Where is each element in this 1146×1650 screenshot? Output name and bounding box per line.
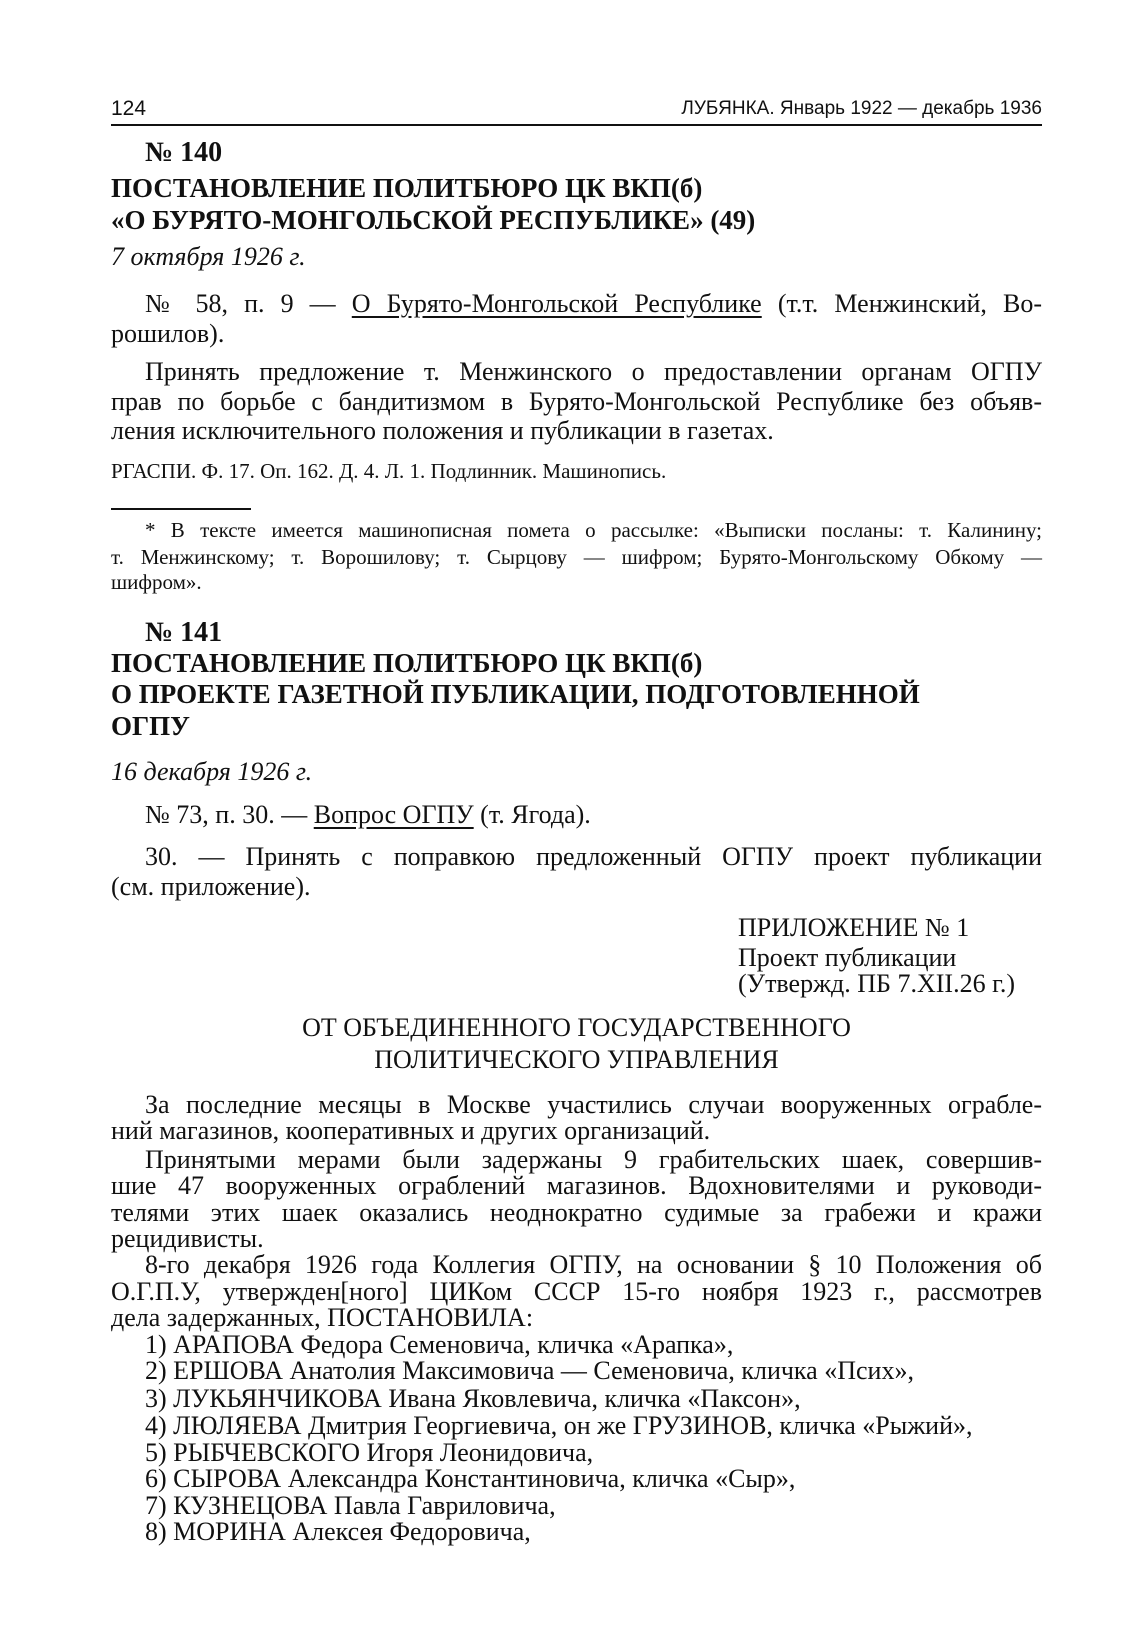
doc-141-title-line: О ПРОЕКТЕ ГАЗЕТНОЙ ПУБЛИКАЦИИ, ПОДГОТОВЛЕННОЙ	[111, 679, 920, 709]
publication-text-line: дела задержанных, ПОСТАНОВИЛА:	[111, 1303, 534, 1332]
list-item: 4) ЛЮЛЯЕВА Дмитрия Георгиевича, он же ГРУЗИНОВ, кличка «Рыжий»,	[145, 1411, 973, 1440]
doc-140-reference	[145, 289, 1042, 319]
doc-141-date: 16 декабря 1926 г.	[111, 757, 313, 786]
publication-text-line: шие 47 вооруженных ограблений магазинов. Вдохновителями и руководи-	[111, 1171, 1042, 1200]
publication-text-line: телями этих шаек оказались неоднократно судимые за грабежи и кражи	[111, 1198, 1042, 1227]
publication-text-line: За последние месяцы в Москве участились случаи вооруженных ограбле-	[145, 1090, 1042, 1119]
publication-text-line: ний магазинов, кооперативных и других организаций.	[111, 1116, 711, 1145]
list-item: 8) МОРИНА Алексея Федоровича,	[145, 1517, 531, 1546]
page-number: 124	[111, 97, 147, 120]
doc-141-number: № 141	[145, 617, 223, 648]
list-item: 1) АРАПОВА Федора Семеновича, кличка «Арапка»,	[145, 1330, 734, 1359]
publication-text-line: 8-го декабря 1926 года Коллегия ОГПУ, на основании § 10 Положения об	[145, 1250, 1042, 1279]
publication-text-line: рецидивисты.	[111, 1224, 264, 1253]
ref-suffix: (т. Ягода).	[473, 800, 591, 829]
list-item: 2) ЕРШОВА Анатолия Максимовича — Семеновича, кличка «Псих»,	[145, 1356, 914, 1385]
publication-text-line: Принятыми мерами были задержаны 9 грабительских шаек, совершив-	[145, 1145, 1042, 1174]
running-header	[111, 96, 1042, 122]
doc-140-body-line: прав по борьбе с бандитизмом в Бурято-Монгольской Республике без объяв-	[111, 387, 1042, 416]
doc-140-title-line: ПОСТАНОВЛЕНИЕ ПОЛИТБЮРО ЦК ВКП(б)	[111, 173, 703, 203]
ref-prefix: № 58, п. 9 —	[145, 289, 352, 318]
doc-140-title-line: «О БУРЯТО-МОНГОЛЬСКОЙ РЕСПУБЛИКЕ» (49)	[111, 205, 756, 235]
footnote-line: шифром».	[111, 570, 202, 594]
ref-subject: О Бурято-Монгольской Республике	[351, 289, 762, 318]
doc-140-reference-cont: рошилов).	[111, 319, 225, 348]
doc-141-title-line: ОГПУ	[111, 711, 190, 741]
publication-heading-line: ОТ ОБЪЕДИНЕННОГО ГОСУДАРСТВЕННОГО	[302, 1013, 851, 1042]
footnote-line: т. Менжинскому; т. Ворошилову; т. Сырцову — шифром; Бурято-Монгольскому Обкому —	[111, 545, 1042, 569]
list-item: 5) РЫБЧЕВСКОГО Игоря Леонидовича,	[145, 1438, 594, 1467]
doc-140-body-line: ления исключительного положения и публикации в газетах.	[111, 416, 774, 445]
doc-140-body-line: Принять предложение т. Менжинского о предоставлении органам ОГПУ	[145, 357, 1042, 386]
publication-heading-line: ПОЛИТИЧЕСКОГО УПРАВЛЕНИЯ	[374, 1045, 779, 1074]
doc-140-date: 7 октября 1926 г.	[111, 242, 306, 271]
doc-141-body-line: 30. — Принять с поправкою предложенный ОГПУ проект публикации	[145, 842, 1042, 871]
footnote-line: * В тексте имеется машинописная помета о рассылке: «Выписки посланы: т. Калинину;	[145, 518, 1042, 542]
running-title: ЛУБЯНКА. Январь 1922 — декабрь 1936	[681, 98, 1042, 119]
ref-subject: Вопрос ОГПУ	[313, 800, 474, 829]
list-item: 3) ЛУКЬЯНЧИКОВА Ивана Яковлевича, кличка «Паксон»,	[145, 1384, 801, 1413]
doc-141-title-line: ПОСТАНОВЛЕНИЕ ПОЛИТБЮРО ЦК ВКП(б)	[111, 648, 703, 678]
doc-141-body-line: (см. приложение).	[111, 872, 311, 901]
appendix-subtitle: Проект публикации	[738, 943, 957, 972]
doc-140-source: РГАСПИ. Ф. 17. Оп. 162. Д. 4. Л. 1. Подлинник. Машинопись.	[111, 459, 667, 483]
ref-prefix: № 73, п. 30. —	[145, 800, 314, 829]
list-item: 6) СЫРОВА Александра Константиновича, кличка «Сыр»,	[145, 1464, 796, 1493]
list-item: 7) КУЗНЕЦОВА Павла Гавриловича,	[145, 1491, 556, 1520]
header-rule	[111, 124, 1042, 126]
appendix-title: ПРИЛОЖЕНИЕ № 1	[738, 913, 970, 942]
footnote-rule	[111, 508, 251, 510]
doc-141-reference	[145, 800, 1042, 830]
doc-140-number: № 140	[145, 137, 223, 168]
appendix-approval: (Утвержд. ПБ 7.XII.26 г.)	[738, 969, 1015, 998]
publication-text-line: О.Г.П.У, утвержден[ного] ЦИКом СССР 15-го ноября 1923 г., рассмотрев	[111, 1277, 1042, 1306]
ref-suffix: (т.т. Менжинский, Во-	[761, 289, 1043, 318]
